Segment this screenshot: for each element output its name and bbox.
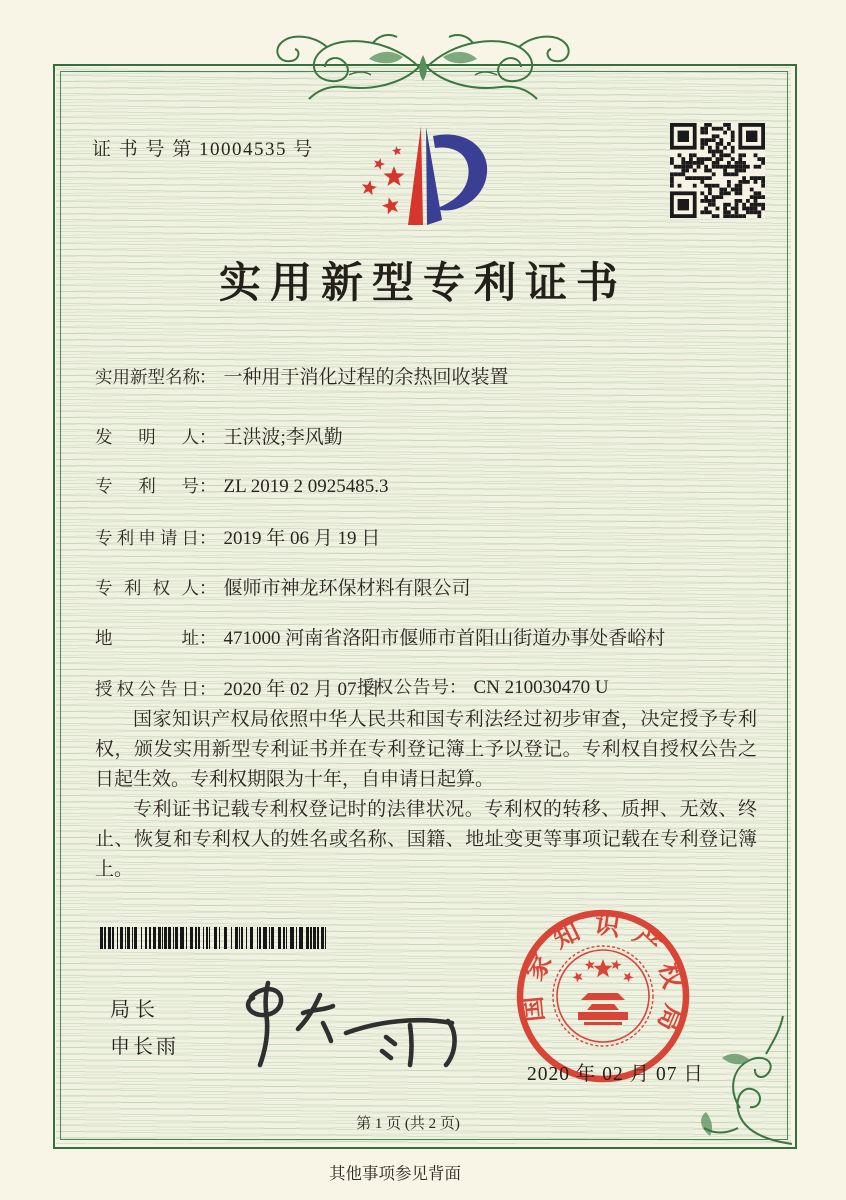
field-colon: ： [199,476,217,496]
signer-title: 局长 [110,999,160,1021]
field-row-patent-number [95,473,389,501]
signer-name: 申长雨 [110,1036,179,1058]
field-value: 2019 年 06 月 19 日 [223,528,381,549]
seal-arc-text: 国家知识产权局 [516,909,691,1047]
field-label: 授权公告号 [357,677,449,697]
seal-date: 2020 年 02 月 07 日 [527,1064,704,1085]
field-row-grant [95,674,760,702]
field-row-patentee [95,573,471,601]
field-value: 王洪波;李风勤 [223,427,343,448]
field-colon: ： [199,528,217,548]
field-colon: ： [199,427,217,447]
certificate-number: 证 书 号 第 10004535 号 [92,139,314,160]
field-label: 地址 [95,628,199,648]
cnipa-logo-icon [345,112,520,237]
field-row-inventor [95,422,343,450]
field-value: ZL 2019 2 0925485.3 [223,476,389,497]
field-row-address [95,623,665,651]
top-scrollwork-ornament-icon [253,27,593,105]
field-label: 实用新型名称 [95,367,200,387]
field-value: 一种用于消化过程的余热回收装置 [223,367,509,388]
field-row-filing-date [95,523,380,551]
back-side-note: 其他事项参见背面 [329,1164,461,1183]
field-label: 专利申请日 [95,528,199,548]
field-label: 发明人 [95,427,199,447]
field-label: 授权公告日 [95,679,199,699]
paragraph-register-note: 专利证书记载专利权登记时的法律状况。专利权的转移、质押、无效、终止、恢复和专利权人的姓名或名称、国籍、地址变更等事项记载在专利登记簿上。 [95,799,757,880]
field-colon: ： [449,677,467,697]
field-colon: ： [199,628,217,648]
page-number: 第 1 页 (共 2 页) [356,1116,460,1132]
field-label: 专利号 [95,476,199,496]
barcode-icon [100,927,328,949]
grant-number-pair [357,674,609,699]
field-value: CN 210030470 U [473,677,609,698]
certificate-title: 实用新型专利证书 [218,261,627,307]
field-label: 专利权人 [95,578,199,598]
field-value: 471000 河南省洛阳市偃师市首阳山街道办事处香峪村 [223,628,666,649]
qr-code-icon [670,123,765,218]
field-colon: ： [199,679,217,699]
field-value: 偃师市神龙环保材料有限公司 [223,578,471,599]
legal-paragraphs [95,705,757,885]
field-row-name [95,362,509,390]
field-value: 2020 年 02 月 07 日 [223,679,381,700]
field-colon: ： [199,578,217,598]
svg-text:国家知识产权局 [517,909,690,1046]
paragraph-grant-statement: 国家知识产权局依照中华人民共和国专利法经过初步审查，决定授予专利权，颁发实用新型专利证书并在专利登记簿上予以登记。专利权自授权公告之日起生效。专利权期限为十年，自申请日起算。 [95,709,757,790]
handwritten-signature-icon [238,973,488,1078]
field-colon: ： [199,367,217,387]
